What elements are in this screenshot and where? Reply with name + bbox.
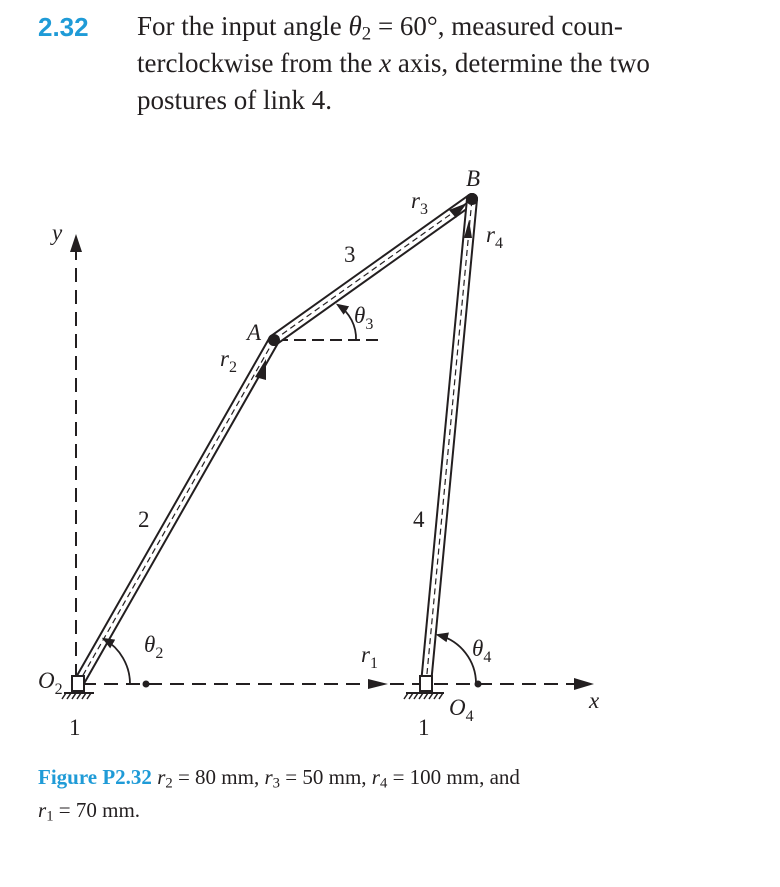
link-3-number: 3 bbox=[344, 242, 356, 267]
caption-line-2: $r_1 = 70$ mm. bbox=[38, 798, 141, 825]
theta4-arc bbox=[438, 635, 476, 684]
link-4-number: 4 bbox=[413, 507, 425, 532]
r1-label: $r_1$ bbox=[361, 642, 378, 672]
point-B-label: B bbox=[466, 166, 481, 191]
problem-line-1: For the input angle $\theta_2 = 60^\circ$, measured coun- bbox=[137, 11, 623, 45]
figure-label: Figure P2.32 bbox=[38, 765, 152, 789]
problem-line-3: postures of link 4. bbox=[137, 85, 332, 115]
link-4 bbox=[426, 199, 472, 684]
x-axis bbox=[82, 678, 594, 690]
link-2-number: 2 bbox=[138, 507, 150, 532]
figure-caption bbox=[38, 761, 758, 827]
y-axis bbox=[70, 234, 82, 678]
ground-link-number-left: 1 bbox=[69, 715, 81, 740]
theta3-label: $\theta_3$ bbox=[354, 303, 374, 333]
theta2-label: $\theta_2$ bbox=[144, 632, 164, 662]
joint-A bbox=[268, 334, 280, 346]
caption-line-1: Figure P2.32 $r_2 = 80$ mm, $r_3 = 50$ mm, $r_4 = 100$ mm, and bbox=[38, 765, 520, 792]
link-2 bbox=[78, 340, 274, 684]
r4-label: $r_4$ bbox=[486, 222, 503, 252]
r2-label: $r_2$ bbox=[220, 346, 237, 376]
problem-line-2: terclockwise from the x axis, determine the two bbox=[137, 48, 650, 78]
ground-pivot-O4 bbox=[404, 676, 444, 699]
y-axis-label: y bbox=[52, 220, 63, 245]
ground-link-number-right: 1 bbox=[418, 715, 430, 740]
O2-label: $O_2$ bbox=[38, 668, 63, 698]
r3-label: $r_3$ bbox=[411, 188, 428, 218]
joint-B bbox=[466, 193, 478, 205]
ground-pivot-O2 bbox=[62, 676, 94, 699]
problem-number: 2.32 bbox=[38, 12, 89, 42]
r1-vector-arrow bbox=[368, 679, 388, 689]
point-A-label: A bbox=[247, 320, 262, 345]
O4-label: $O_4$ bbox=[449, 695, 474, 725]
theta2-tick-dot bbox=[143, 681, 150, 688]
theta2-arc bbox=[104, 639, 130, 684]
x-axis-label: x bbox=[589, 688, 600, 713]
theta4-label: $\theta_4$ bbox=[472, 636, 492, 666]
